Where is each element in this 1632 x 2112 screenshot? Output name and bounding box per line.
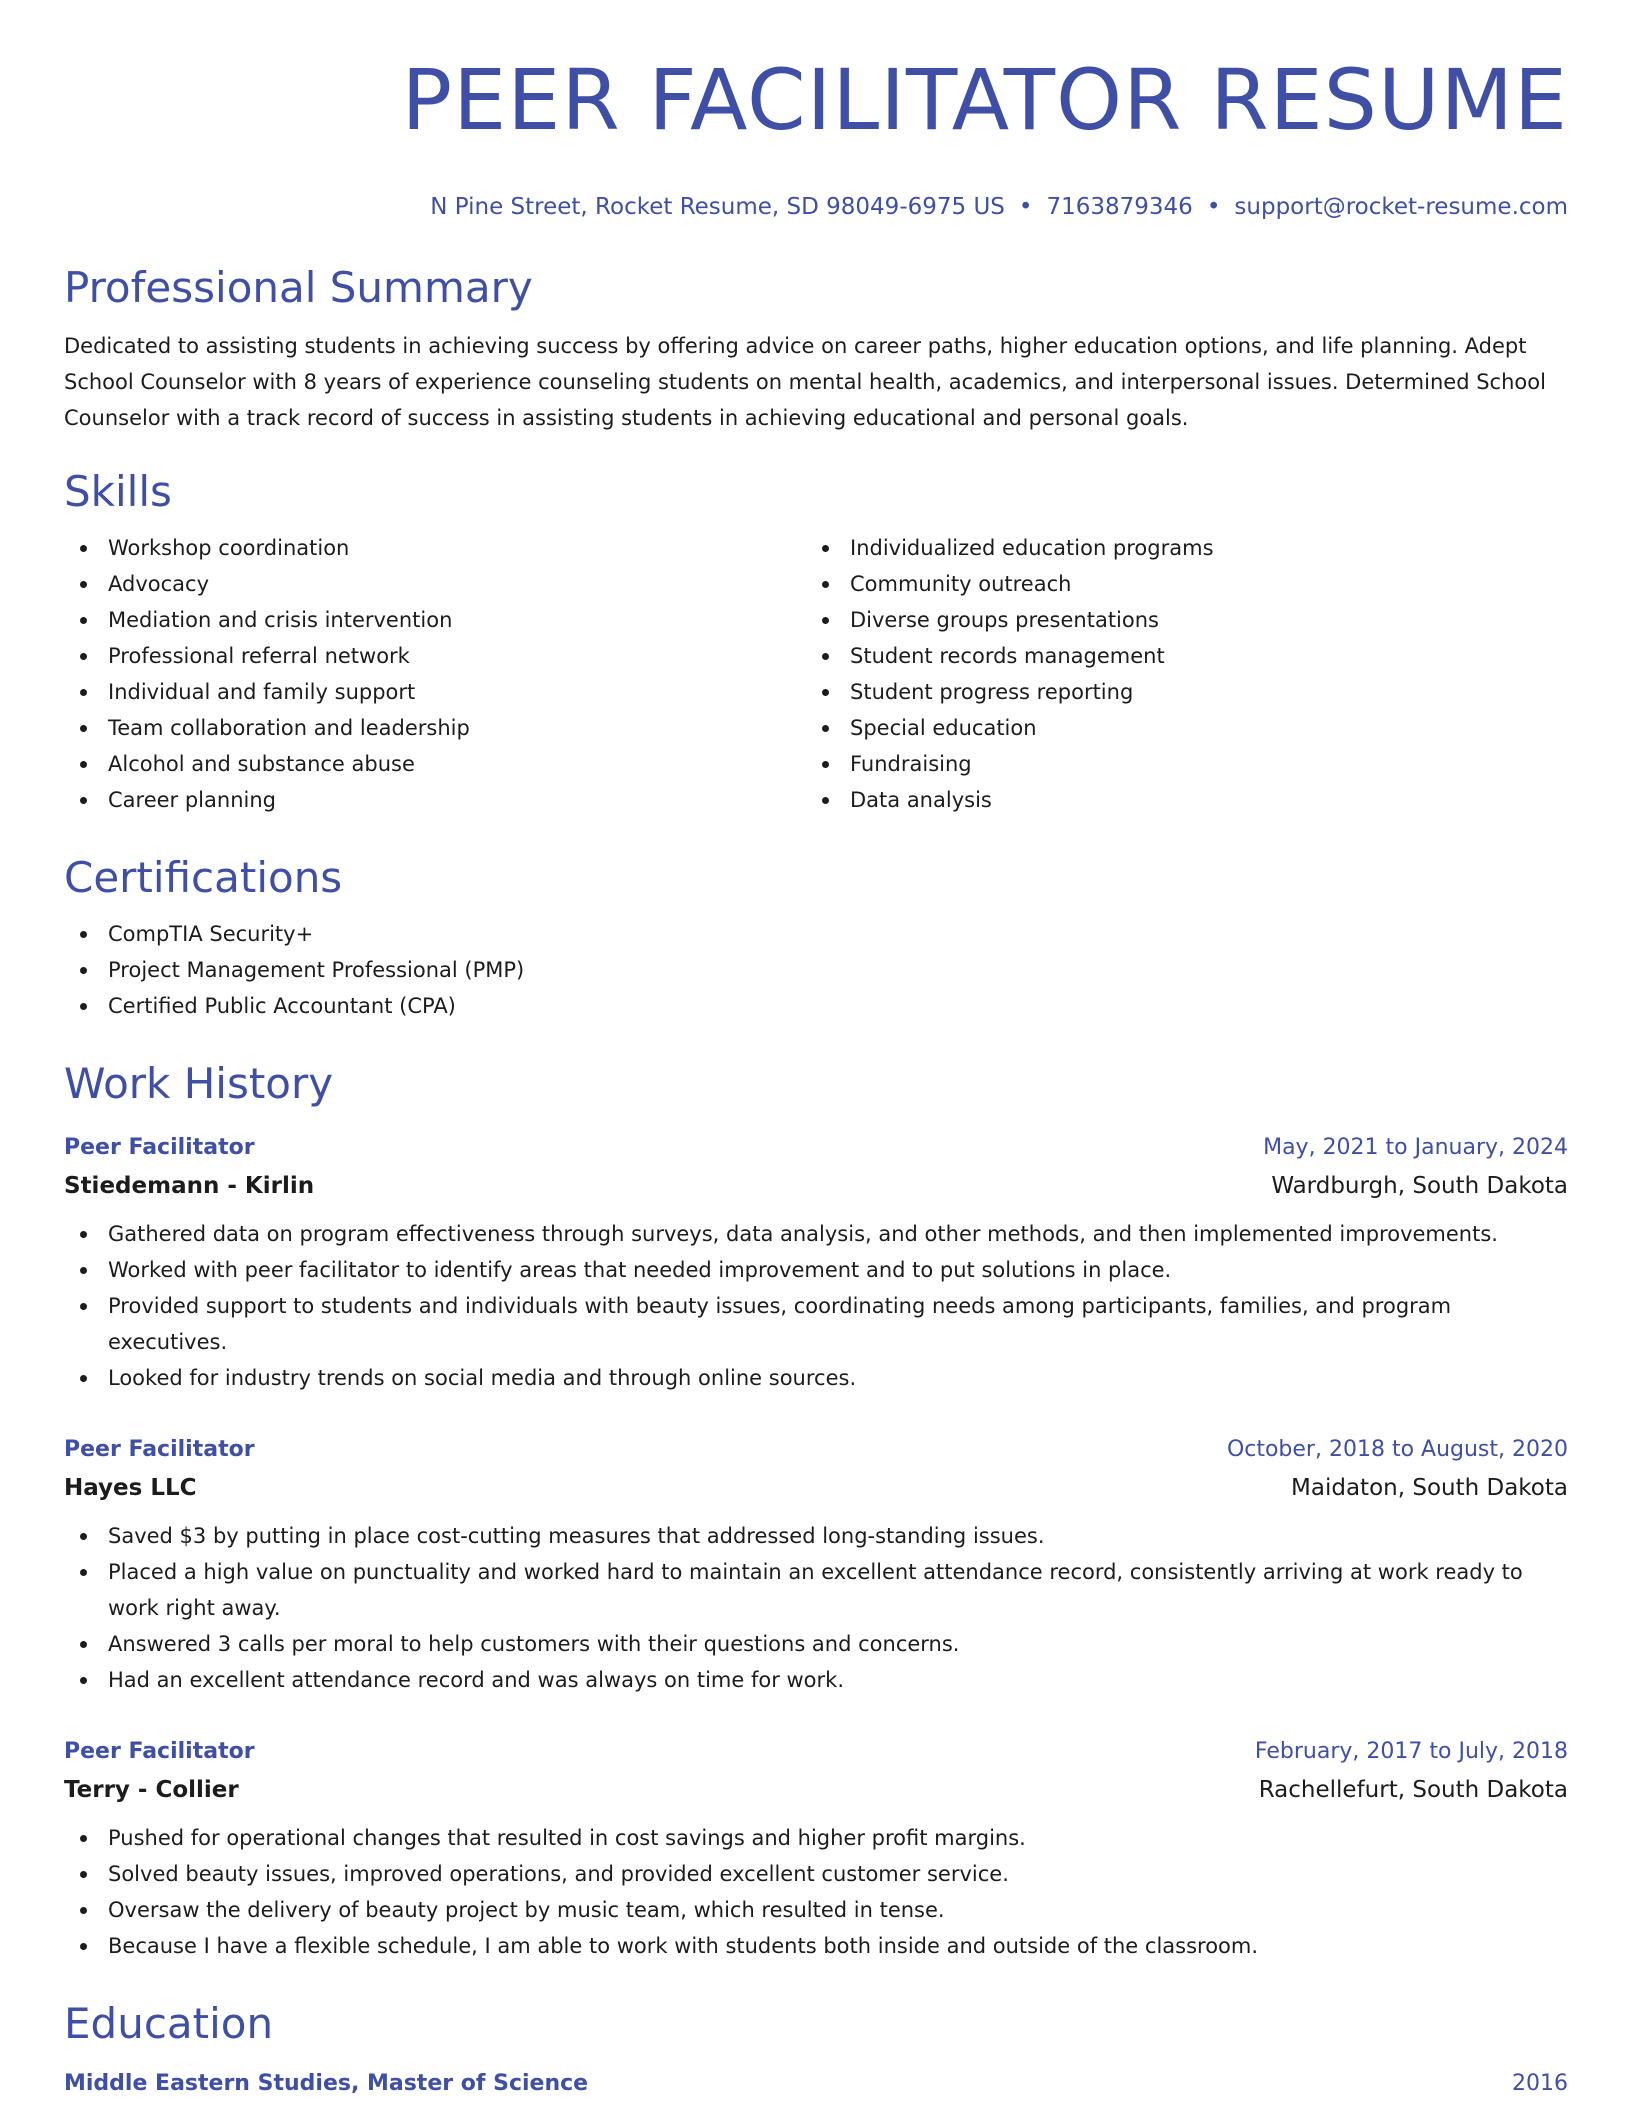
job-bullets bbox=[64, 1820, 1568, 1964]
job-bullet: Saved $3 by putting in place cost-cutting measures that addressed long-standing issues. bbox=[64, 1518, 1568, 1554]
certification-item: Certified Public Accountant (CPA) bbox=[64, 988, 1568, 1024]
job-role: Peer Facilitator bbox=[64, 1739, 255, 1764]
skills-grid bbox=[64, 530, 1568, 818]
education-heading: Education bbox=[64, 1999, 274, 2048]
skill-item: Workshop coordination bbox=[64, 530, 806, 566]
contact-email: support@rocket-resume.com bbox=[1234, 194, 1568, 220]
skill-item: Mediation and crisis intervention bbox=[64, 602, 806, 638]
skill-item: Professional referral network bbox=[64, 638, 806, 674]
resume-page bbox=[64, 50, 1568, 2102]
job-bullet: Looked for industry trends on social media and through online sources. bbox=[64, 1360, 1568, 1396]
contact-separator: • bbox=[1018, 194, 1033, 220]
skills-heading: Skills bbox=[64, 467, 172, 516]
job-entry bbox=[64, 1432, 1568, 1698]
job-header bbox=[64, 1130, 1568, 1166]
education-year: 2016 bbox=[1512, 2071, 1568, 2096]
job-bullet: Solved beauty issues, improved operations, and provided excellent customer service. bbox=[64, 1856, 1568, 1892]
job-bullet: Answered 3 calls per moral to help customers with their questions and concerns. bbox=[64, 1626, 1568, 1662]
job-bullet: Worked with peer facilitator to identify areas that needed improvement and to put solutions in place. bbox=[64, 1252, 1568, 1288]
resume-title: PEER FACILITATOR RESUME bbox=[401, 51, 1568, 149]
summary-heading: Professional Summary bbox=[64, 263, 533, 312]
job-location: Maidaton, South Dakota bbox=[1291, 1475, 1568, 1501]
job-bullets bbox=[64, 1518, 1568, 1698]
skill-item: Diverse groups presentations bbox=[806, 602, 1548, 638]
certifications-list bbox=[64, 916, 1568, 1024]
work-history-heading: Work History bbox=[64, 1059, 334, 1108]
skill-item: Special education bbox=[806, 710, 1548, 746]
job-bullet: Provided support to students and individuals with beauty issues, coordinating needs among participants, families, and program executives. bbox=[64, 1288, 1568, 1360]
contact-separator: • bbox=[1206, 194, 1221, 220]
job-dates: May, 2021 to January, 2024 bbox=[1263, 1135, 1568, 1160]
job-dates: February, 2017 to July, 2018 bbox=[1254, 1739, 1568, 1764]
skill-item: Data analysis bbox=[806, 782, 1548, 818]
job-entry bbox=[64, 1130, 1568, 1396]
education-entry bbox=[64, 2066, 1568, 2102]
skill-item: Student records management bbox=[806, 638, 1548, 674]
job-bullet: Pushed for operational changes that resulted in cost savings and higher profit margins. bbox=[64, 1820, 1568, 1856]
summary-text: Dedicated to assisting students in achieving success by offering advice on career paths, higher education options, and life planning. Adept School Counselor with 8 years of experience counseling students on mental health, academics, and interpersonal issues. Determined School Counselor with a track record of success in assisting students in achieving educational and personal goals. bbox=[64, 334, 1546, 430]
skill-item: Team collaboration and leadership bbox=[64, 710, 806, 746]
skills-list-right bbox=[806, 530, 1548, 818]
job-company: Hayes LLC bbox=[64, 1475, 197, 1501]
certifications-heading: Certifications bbox=[64, 853, 343, 902]
job-header bbox=[64, 1432, 1568, 1468]
job-company: Terry - Collier bbox=[64, 1777, 239, 1803]
job-location: Wardburgh, South Dakota bbox=[1271, 1173, 1568, 1199]
job-bullet: Gathered data on program effectiveness through surveys, data analysis, and other methods, and then implemented improvements. bbox=[64, 1216, 1568, 1252]
certification-item: CompTIA Security+ bbox=[64, 916, 1568, 952]
skill-item: Career planning bbox=[64, 782, 806, 818]
skill-item: Individual and family support bbox=[64, 674, 806, 710]
job-location: Rachellefurt, South Dakota bbox=[1258, 1777, 1568, 1803]
skills-list-left bbox=[64, 530, 806, 818]
skill-item: Alcohol and substance abuse bbox=[64, 746, 806, 782]
contact-line bbox=[64, 192, 1568, 222]
education-degree: Middle Eastern Studies, Master of Science bbox=[64, 2071, 589, 2096]
job-bullets bbox=[64, 1216, 1568, 1396]
job-entry bbox=[64, 1734, 1568, 1964]
job-bullet: Had an excellent attendance record and was always on time for work. bbox=[64, 1662, 1568, 1698]
skill-item: Community outreach bbox=[806, 566, 1548, 602]
skill-item: Individualized education programs bbox=[806, 530, 1548, 566]
job-bullet: Oversaw the delivery of beauty project by music team, which resulted in tense. bbox=[64, 1892, 1568, 1928]
job-company: Stiedemann - Kirlin bbox=[64, 1173, 315, 1199]
job-bullet: Because I have a flexible schedule, I am able to work with students both inside and outside of the classroom. bbox=[64, 1928, 1568, 1964]
job-bullet: Placed a high value on punctuality and worked hard to maintain an excellent attendance record, consistently arriving at work ready to work right away. bbox=[64, 1554, 1568, 1626]
job-header bbox=[64, 1734, 1568, 1770]
job-role: Peer Facilitator bbox=[64, 1135, 255, 1160]
contact-address: N Pine Street, Rocket Resume, SD 98049-6975 US bbox=[430, 194, 1005, 220]
certification-item: Project Management Professional (PMP) bbox=[64, 952, 1568, 988]
contact-phone: 7163879346 bbox=[1046, 194, 1193, 220]
job-subheader bbox=[64, 1166, 1568, 1206]
job-subheader bbox=[64, 1770, 1568, 1810]
skill-item: Advocacy bbox=[64, 566, 806, 602]
job-dates: October, 2018 to August, 2020 bbox=[1226, 1437, 1568, 1462]
skill-item: Student progress reporting bbox=[806, 674, 1548, 710]
skill-item: Fundraising bbox=[806, 746, 1548, 782]
job-subheader bbox=[64, 1468, 1568, 1508]
job-role: Peer Facilitator bbox=[64, 1437, 255, 1462]
